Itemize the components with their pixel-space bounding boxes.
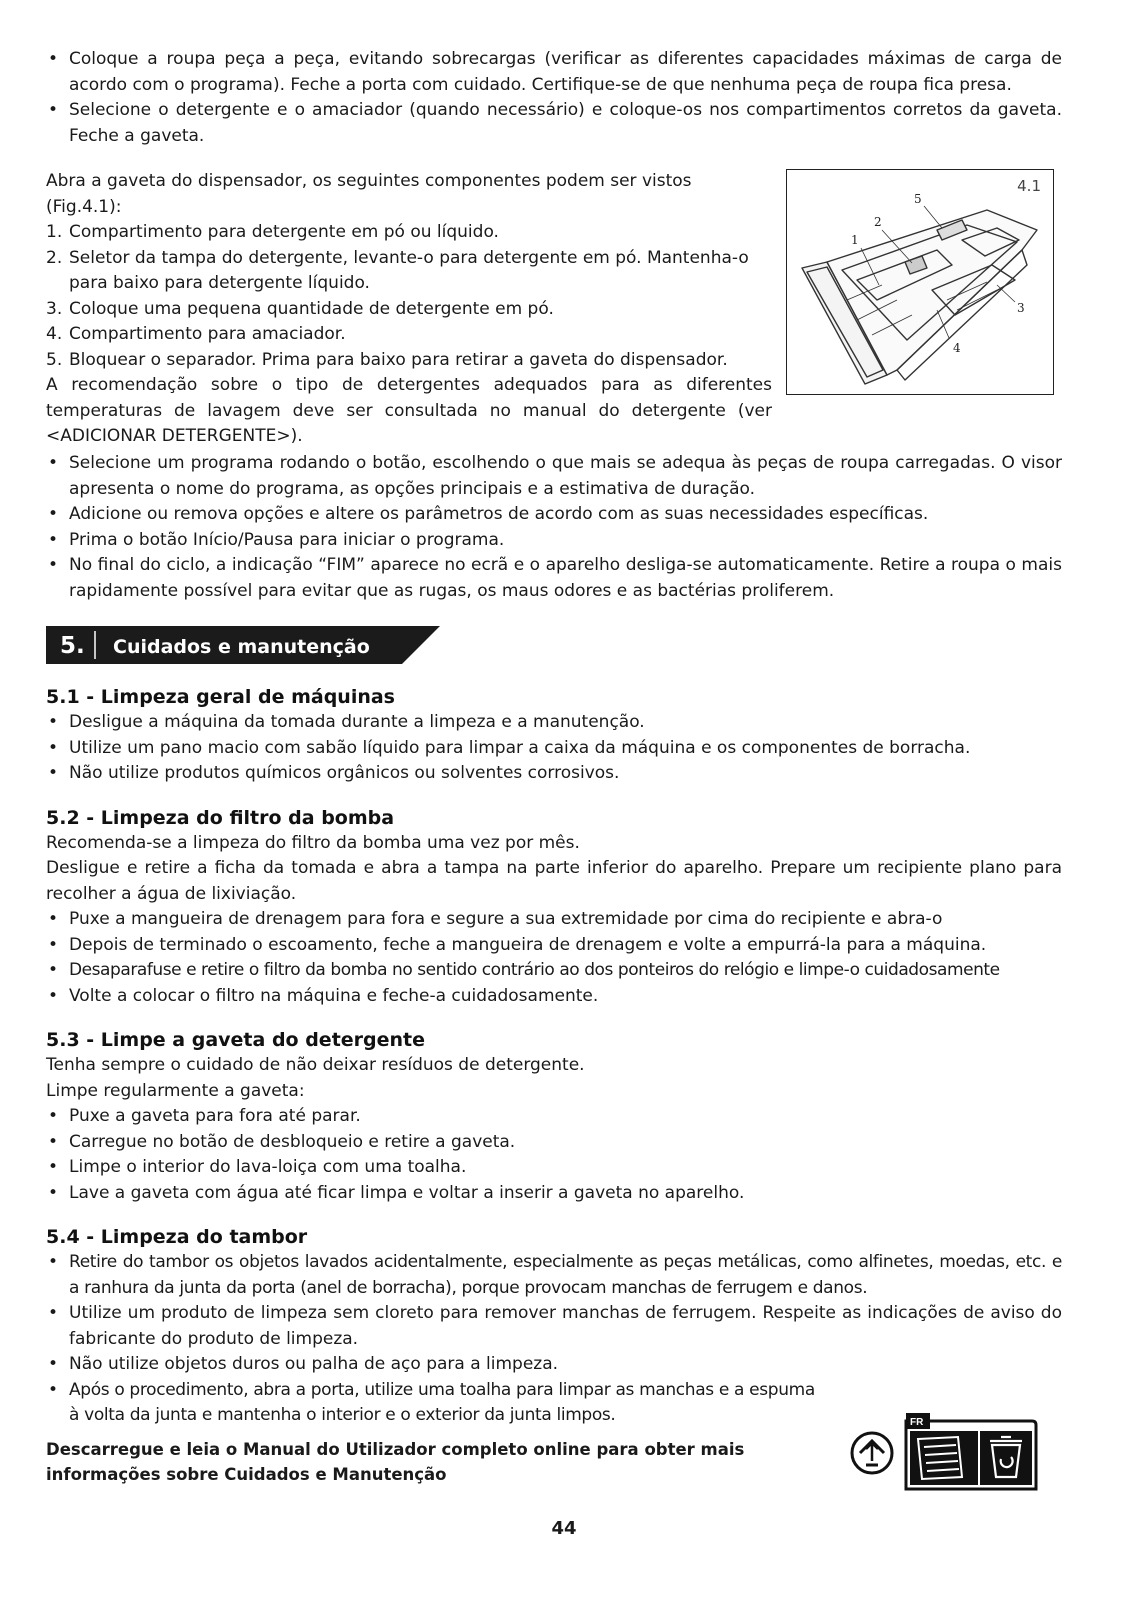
list-item: • No final do ciclo, a indicação “FIM” aparece no ecrã e o aparelho desliga-se automaticamente. Retire a roupa o mais rapidamente possível para evitar que as rugas, os maus odores e as bactérias proliferem. [46, 553, 1062, 604]
paragraph: Tenha sempre o cuidado de não deixar resíduos de detergente. [46, 1055, 585, 1075]
paragraph: Desligue e retire a ficha da tomada e abra a tampa na parte inferior do aparelho. Prepare um recipiente plano para recolher a água de lixiviação. [46, 858, 1062, 904]
subsection-title: 5.3 - Limpe a gaveta do detergente [46, 1029, 426, 1051]
list-item: • Depois de terminado o escoamento, feche a mangueira de drenagem e volte a empurrá-la para a máquina. [46, 933, 1062, 959]
dispenser-figure [786, 169, 1054, 395]
list-item: • Não utilize produtos químicos orgânicos ou solventes corrosivos. [46, 761, 1062, 787]
download-note: Descarregue e leia o Manual do Utilizador completo online para obter mais informações sobre Cuidados e Manutenção [46, 1439, 745, 1484]
dispenser-item-3 [46, 297, 772, 323]
callout-4: 4 [953, 341, 961, 355]
section-header [46, 626, 1062, 666]
paragraph: Recomenda-se a limpeza do filtro da bomba uma vez por mês. [46, 832, 580, 853]
section-number: 5. [60, 633, 85, 659]
dispenser-item-2 [46, 246, 772, 297]
list-item: • Limpe o interior do lava-loiça com uma toalha. [46, 1155, 1062, 1181]
list-item: • Retire do tambor os objetos lavados acidentalmente, especialmente as peças metálicas, como alfinetes, moedas, etc. e a ranhura da junta da porta (anel de borracha), porque provocam manchas de ferrugem e danos. [46, 1250, 1062, 1301]
region-label: FR [910, 1417, 924, 1428]
subsection-title: 5.1 - Limpeza geral de máquinas [46, 686, 395, 708]
list-item: • Desaparafuse e retire o filtro da bomba no sentido contrário ao dos ponteiros do relógio e limpe-o cuidadosamente [46, 958, 1062, 984]
recycling-logo [846, 1413, 1040, 1493]
subsection-title: 5.2 - Limpeza do filtro da bomba [46, 806, 395, 829]
list-item: • Desligue a máquina da tomada durante a limpeza e a manutenção. [46, 710, 1062, 736]
list-item: • Lave a gaveta com água até ficar limpa e voltar a inserir a gaveta no aparelho. [46, 1181, 1062, 1207]
intro-bullet-list [46, 47, 1062, 149]
page-content [46, 47, 1062, 1487]
dispenser-description [46, 169, 772, 450]
list-item: • Utilize um produto de limpeza sem cloreto para remover manchas de ferrugem. Respeite as indicações de aviso do fabricante do produto de limpeza. [46, 1301, 1062, 1352]
paragraph: Limpe regularmente a gaveta: [46, 1080, 305, 1101]
item-number: 5. [46, 349, 63, 370]
list-item: • Não utilize objetos duros ou palha de aço para a limpeza. [46, 1352, 1062, 1378]
dispenser-drawer-illustration [787, 170, 1053, 394]
item-number: 1. [46, 222, 63, 242]
dispenser-item-1 [46, 220, 772, 246]
item-number: 4. [46, 324, 63, 344]
dispenser-intro: Abra a gaveta do dispensador, os seguintes componentes podem ser vistos (Fig.4.1): [46, 171, 692, 217]
list-item: • Carregue no botão de desbloqueio e retire a gaveta. [46, 1130, 1062, 1156]
subsection-pump-filter [46, 805, 1062, 1010]
callout-1: 1 [851, 233, 859, 247]
figure-label: 4.1 [1017, 177, 1041, 195]
dispenser-block [46, 169, 1062, 451]
subsection-general-cleaning [46, 684, 1062, 787]
item-text: Coloque uma pequena quantidade de detergente em pó. [69, 298, 554, 319]
list-item: • Selecione o detergente e o amaciador (quando necessário) e coloque-os nos compartimentos corretos da gaveta. Feche a gaveta. [46, 98, 1062, 149]
subsection-title: 5.4 - Limpeza do tambor [46, 1226, 308, 1248]
callout-2: 2 [874, 215, 882, 229]
list-item: • Após o procedimento, abra a porta, utilize uma toalha para limpar as manchas e a espuma à volta da junta e mantenha o interior e o exterior da junta limpos. [46, 1378, 819, 1429]
item-number: 2. [46, 247, 63, 268]
section-title: Cuidados e manutenção [113, 636, 370, 658]
subsection-drum-cleaning [46, 1224, 1062, 1429]
triman-recycle-icon [846, 1413, 1040, 1493]
dispenser-item-5 [46, 348, 772, 374]
callout-3: 3 [1017, 301, 1025, 315]
bullet-list [46, 710, 1062, 787]
bullet-list [46, 1104, 1062, 1206]
list-item: • Prima o botão Início/Pausa para iniciar o programa. [46, 528, 1062, 554]
item-text: Seletor da tampa do detergente, levante-o para detergente em pó. Mantenha-o para baixo para detergente líquido. [69, 247, 749, 293]
list-item: • Selecione um programa rodando o botão, escolhendo o que mais se adequa às peças de roupa carregadas. O visor apresenta o nome do programa, as opções principais e a estimativa de duração. [46, 451, 1062, 502]
item-number: 3. [46, 298, 63, 319]
list-item: • Adicione ou remova opções e altere os parâmetros de acordo com as suas necessidades específicas. [46, 502, 1062, 528]
list-item: • Volte a colocar o filtro na máquina e feche-a cuidadosamente. [46, 984, 1062, 1010]
subsection-detergent-drawer [46, 1027, 1062, 1206]
dispenser-item-4 [46, 322, 772, 348]
list-item: • Puxe a mangueira de drenagem para fora e segure a sua extremidade por cima do recipiente e abra-o [46, 907, 1062, 933]
callout-5: 5 [914, 192, 922, 206]
list-item: • Coloque a roupa peça a peça, evitando sobrecargas (verificar as diferentes capacidades máximas de carga de acordo com o programa). Feche a porta com cuidado. Certifique-se de que nenhuma peça de roupa fica presa. [46, 47, 1062, 98]
bullet-list [46, 907, 1062, 1009]
item-text: Compartimento para detergente em pó ou líquido. [69, 222, 499, 242]
list-item: • Utilize um pano macio com sabão líquido para limpar a caixa da máquina e os componentes de borracha. [46, 736, 1062, 762]
page-number: 44 [551, 1518, 577, 1539]
list-item: • Puxe a gaveta para fora até parar. [46, 1104, 1062, 1130]
item-text: Bloquear o separador. Prima para baixo para retirar a gaveta do dispensador. [69, 349, 728, 370]
bullet-list [46, 1250, 1062, 1429]
program-bullet-list [46, 451, 1062, 604]
item-text: Compartimento para amaciador. [69, 324, 346, 344]
dispenser-note: A recomendação sobre o tipo de detergentes adequados para as diferentes temperaturas de lavagem deve ser consultada no manual do detergente (ver <ADICIONAR DETERGENTE>). [46, 375, 772, 446]
